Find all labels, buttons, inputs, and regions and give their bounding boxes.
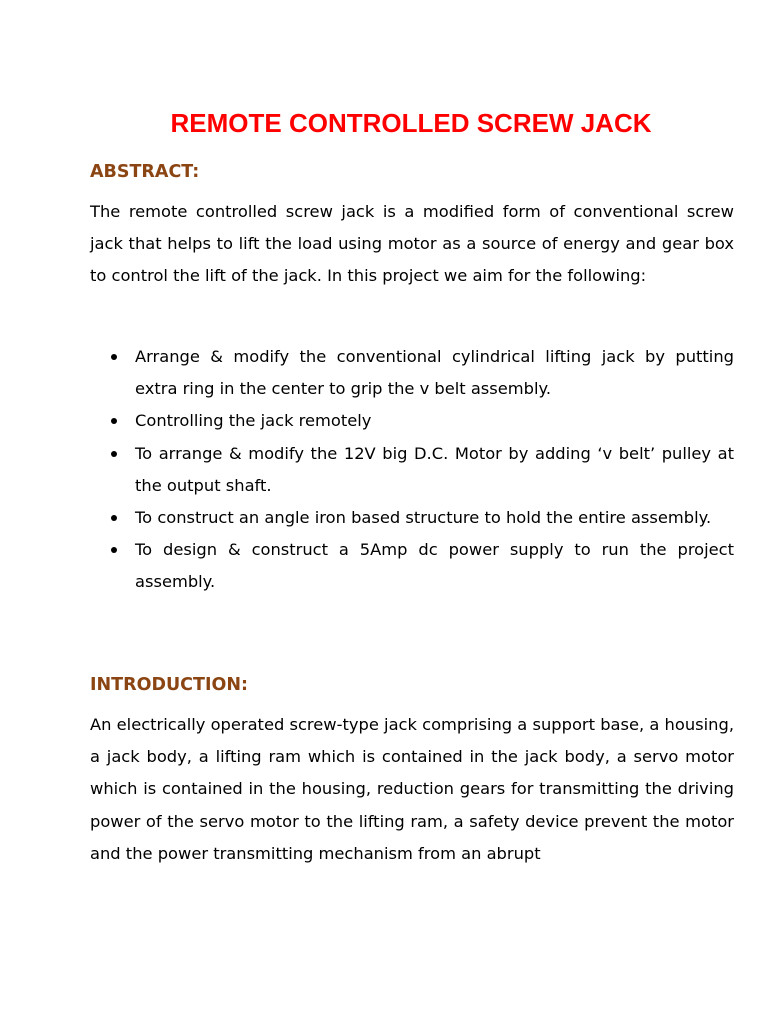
bullet-dot-icon <box>111 354 117 360</box>
abstract-heading: ABSTRACT: <box>90 162 200 182</box>
introduction-paragraph: An electrically operated screw-type jack comprising a support base, a housing, a jack body, a lifting ram which is contained in the jack body, a servo motor which is contained in the housing, reduction gears for transmitting the driving power of the servo motor to the lifting ram, a safety device prevent the motor and the power transmitting mechanism from an abrupt <box>90 715 734 863</box>
bullet-dot-icon <box>111 515 117 521</box>
document-title: REMOTE CONTROLLED SCREW JACK <box>170 108 652 138</box>
list-item <box>90 341 734 405</box>
list-item-text: To arrange & modify the 12V big D.C. Motor by adding ‘v belt’ pulley at the output shaft. <box>135 443 734 495</box>
bullet-dot-icon <box>111 451 117 457</box>
list-item <box>90 405 734 437</box>
list-item <box>90 534 734 598</box>
introduction-heading: INTRODUCTION: <box>90 675 248 695</box>
bullet-dot-icon <box>111 418 117 424</box>
objectives-list <box>90 341 734 599</box>
list-item <box>90 502 734 534</box>
list-item-text: To design & construct a 5Amp dc power supply to run the project assembly. <box>135 540 734 592</box>
list-item-text: To construct an angle iron based structure to hold the entire assembly. <box>135 508 712 528</box>
list-item-text: Controlling the jack remotely <box>135 411 372 431</box>
list-item-text: Arrange & modify the conventional cylindrical lifting jack by putting extra ring in the center to grip the v belt assembly. <box>135 347 734 399</box>
abstract-paragraph: The remote controlled screw jack is a modified form of conventional screw jack that helps to lift the load using motor as a source of energy and gear box to control the lift of the jack. In this project we aim for the following: <box>90 202 734 286</box>
bullet-dot-icon <box>111 547 117 553</box>
list-item <box>90 438 734 502</box>
